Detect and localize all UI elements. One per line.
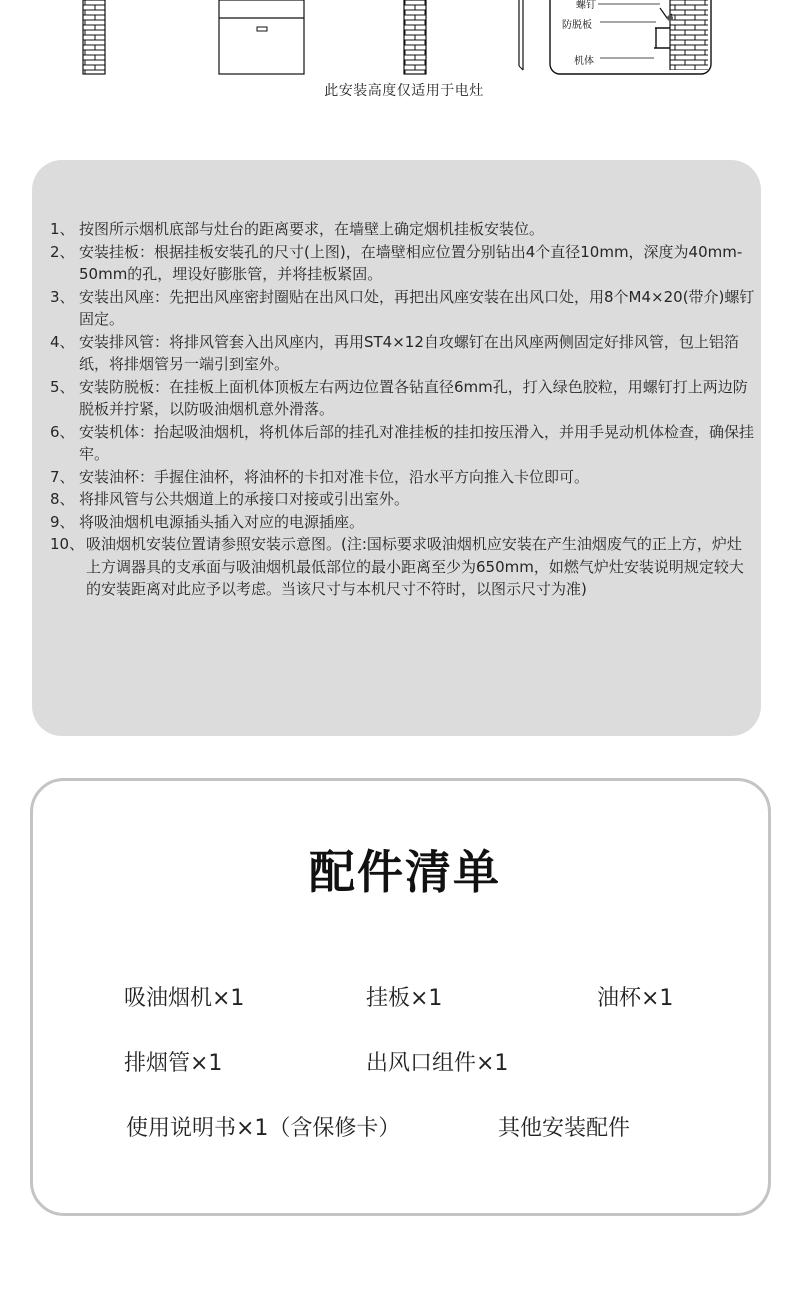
callout-screw: 螺钉 xyxy=(576,0,596,11)
accessory-item: 出风口组件×1 xyxy=(366,1051,509,1076)
step-text: 安装出风座：先把出风座密封圈贴在出风口处，再把出风座安装在出风口处，用8个M4×20(带介)螺钉固定。 xyxy=(79,287,755,328)
installation-diagram xyxy=(0,0,790,110)
step-number: 7、 xyxy=(50,467,75,486)
accessories-title: 配件清单 xyxy=(309,845,501,899)
accessory-item: 排烟管×1 xyxy=(124,1051,223,1076)
step-text: 安装机体：抬起吸油烟机，将机体后部的挂孔对准挂板的挂扣按压滑入，并用手晃动机体检查，确保挂牢。 xyxy=(79,422,755,463)
step-item xyxy=(50,421,755,466)
installation-steps xyxy=(50,218,755,601)
accessory-item: 油杯×1 xyxy=(597,986,674,1011)
step-text: 安装防脱板：在挂板上面机体顶板左右两边位置各钻直径6mm孔，打入绿色胶粒，用螺钉打上两边防脱板并拧紧，以防吸油烟机意外滑落。 xyxy=(79,377,748,418)
step-item xyxy=(50,533,755,601)
step-text: 将排风管与公共烟道上的承接口对接或引出室外。 xyxy=(79,490,410,508)
installation-diagram-drawing xyxy=(0,0,790,80)
accessory-item: 其他安装配件 xyxy=(498,1116,631,1141)
step-number: 8、 xyxy=(50,490,75,508)
step-number: 6、 xyxy=(50,422,75,441)
cabinet xyxy=(219,0,304,74)
step-text: 安装油杯：手握住油杯，将油杯的卡扣对准卡位，沿水平方向推入卡位即可。 xyxy=(79,467,590,486)
step-number: 4、 xyxy=(50,332,75,351)
accessory-item: 挂板×1 xyxy=(366,986,443,1011)
step-item xyxy=(50,286,755,331)
accessory-item: 使用说明书×1（含保修卡） xyxy=(126,1116,401,1141)
middle-wall xyxy=(404,0,426,74)
step-number: 1、 xyxy=(50,220,75,238)
step-number: 5、 xyxy=(50,377,75,396)
step-text: 安装挂板：根据挂板安装孔的尺寸(上图)，在墙壁相应位置分别钻出4个直径10mm，深度为40mm-50mm的孔，埋设好膨胀管，并将挂板紧固。 xyxy=(79,242,743,283)
step-text: 按图所示烟机底部与灶台的距离要求，在墙壁上确定烟机挂板安装位。 xyxy=(79,220,545,238)
callout-body: 机体 xyxy=(574,56,594,67)
step-item xyxy=(50,331,755,376)
step-number: 3、 xyxy=(50,287,75,306)
step-item xyxy=(50,511,755,534)
step-text: 吸油烟机安装位置请参照安装示意图。(注:国标要求吸油烟机应安装在产生油烟废气的正上方，炉灶上方调器具的支承面与吸油烟机最低部位的最小距离至少为650mm，如燃气炉灶安装说明规定较大的安装距离对此应予以考虑。当该尺寸与本机尺寸不符时，以图示尺寸为准) xyxy=(86,535,744,598)
diagram-caption: 此安装高度仅适用于电灶 xyxy=(324,83,484,99)
step-text: 安装排风管：将排风管套入出风座内，再用ST4×12自攻螺钉在出风座两侧固定好排风管，包上铝箔纸，将排烟管另一端引到室外。 xyxy=(79,332,739,373)
step-item xyxy=(50,376,755,421)
step-number: 10、 xyxy=(50,535,85,553)
accessory-item: 吸油烟机×1 xyxy=(124,986,245,1011)
step-item xyxy=(50,488,755,511)
step-item xyxy=(50,466,755,489)
step-number: 9、 xyxy=(50,512,75,531)
left-wall xyxy=(83,0,105,74)
step-text: 将吸油烟机电源插头插入对应的电源插座。 xyxy=(79,512,365,531)
step-number: 2、 xyxy=(50,242,75,261)
step-item xyxy=(50,218,755,241)
step-item xyxy=(50,241,755,286)
callout-anti-drop-plate: 防脱板 xyxy=(562,20,592,31)
